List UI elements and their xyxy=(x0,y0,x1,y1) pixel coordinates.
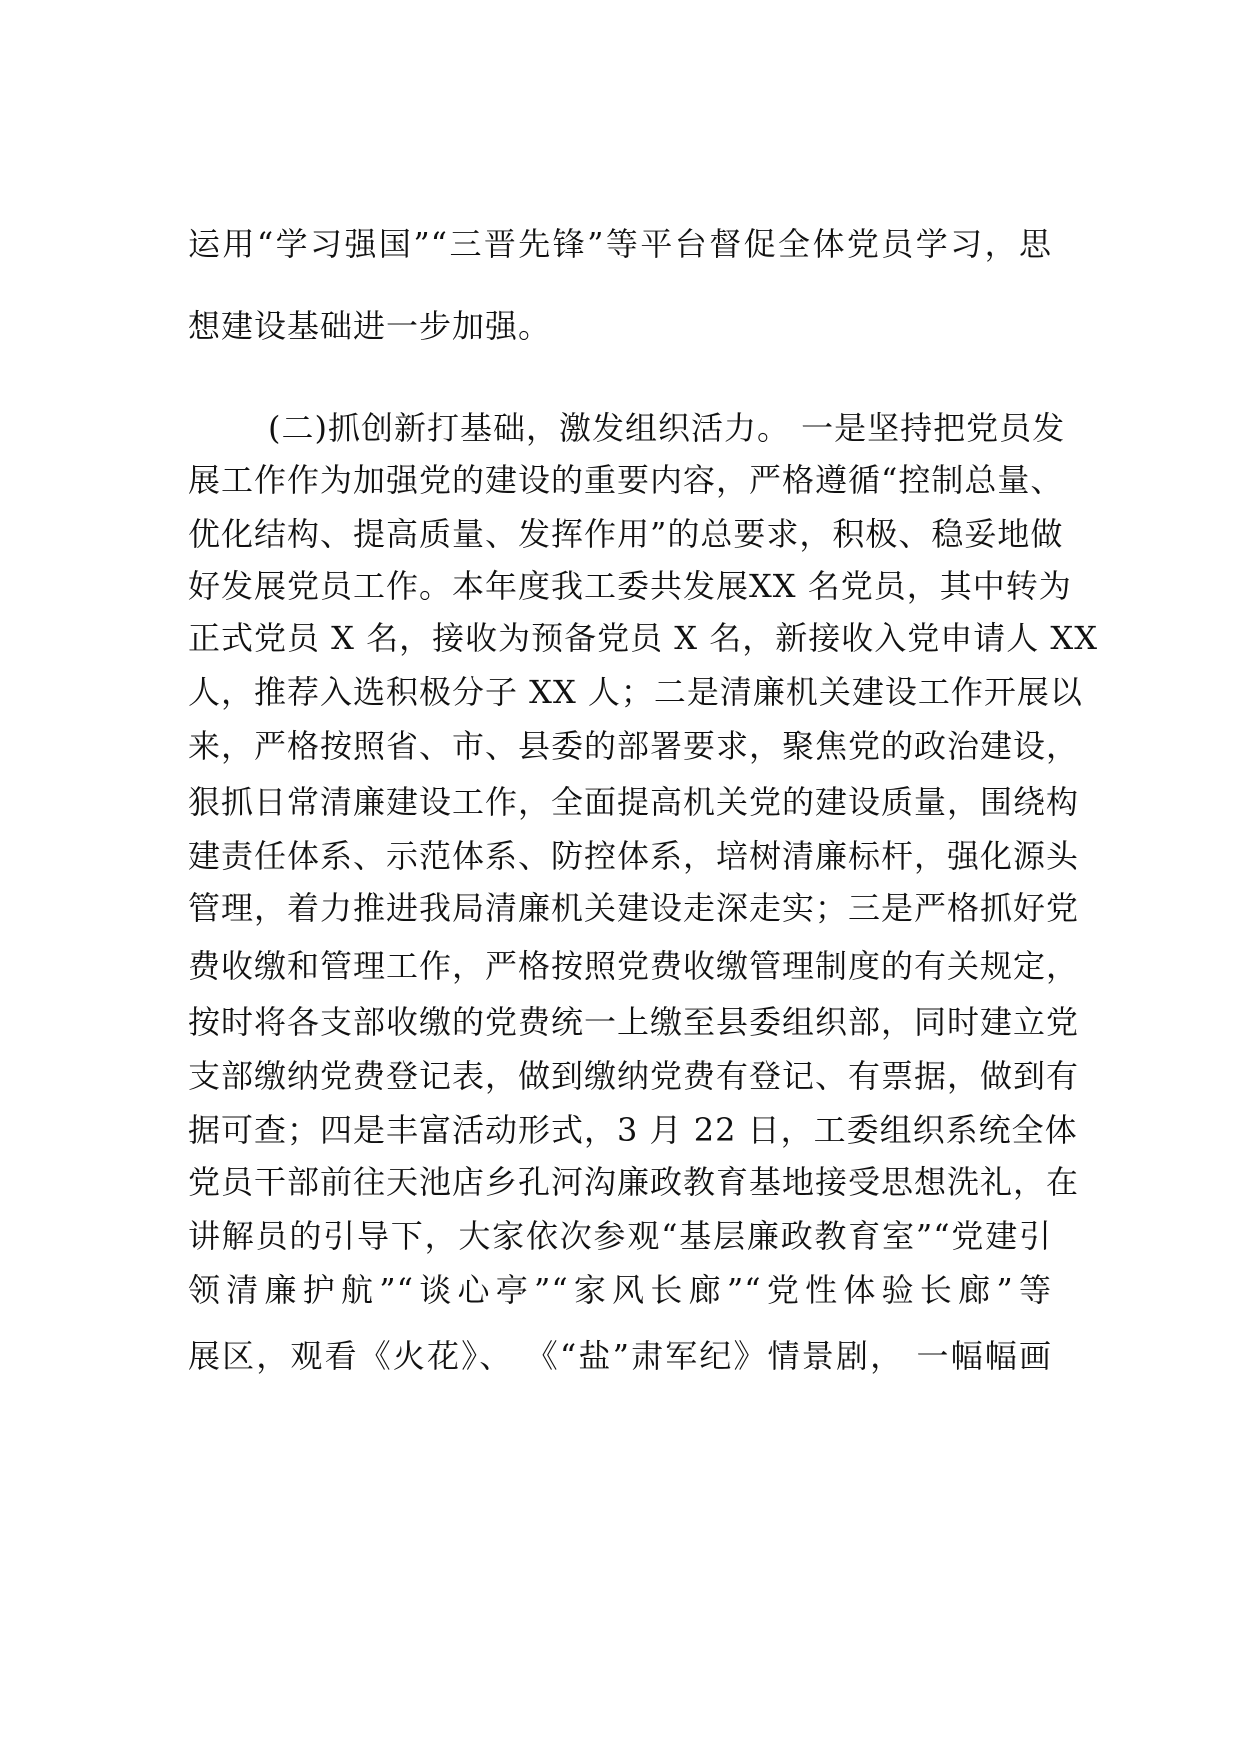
paragraph-line-8: 人，推荐入选积极分子 XX 人；二是清廉机关建设工作开展以 xyxy=(188,673,1083,711)
paragraph-line-17: 党员干部前往天池店乡孔河沟廉政教育基地接受思想洗礼，在 xyxy=(188,1163,1080,1201)
paragraph-line-6: 好发展党员工作。本年度我工委共发展XX 名党员，其中转为 xyxy=(188,567,1072,605)
paragraph-line-4: 展工作作为加强党的建设的重要内容，严格遵循“控制总量、 xyxy=(188,461,1064,499)
paragraph-line-13: 费收缴和管理工作，严格按照党费收缴管理制度的有关规定， xyxy=(188,947,1080,985)
paragraph-line-14: 按时将各支部收缴的党费统一上缴至县委组织部，同时建立党 xyxy=(188,1003,1080,1041)
section-heading-line: (二)抓创新打基础，激发组织活力。 一是坚持把党员发 xyxy=(268,409,1066,447)
paragraph-line-12: 管理，着力推进我局清廉机关建设走深走实；三是严格抓好党 xyxy=(188,889,1080,927)
paragraph-line-15: 支部缴纳党费登记表，做到缴纳党费有登记、有票据，做到有 xyxy=(188,1057,1080,1095)
paragraph-line-18: 讲解员的引导下，大家依次参观“基层廉政教育室”“党建引 xyxy=(188,1217,1052,1255)
paragraph-line-10: 狠抓日常清廉建设工作，全面提高机关党的建设质量，围绕构 xyxy=(188,783,1080,821)
paragraph-line-1: 运用“学习强国”“三晋先锋”等平台督促全体党员学习，思 xyxy=(188,225,1052,263)
paragraph-line-16: 据可查；四是丰富活动形式，3 月 22 日，工委组织系统全体 xyxy=(188,1111,1078,1149)
paragraph-line-11: 建责任体系、示范体系、防控体系，培树清廉标杆，强化源头 xyxy=(188,837,1080,875)
paragraph-line-2: 想建设基础进一步加强。 xyxy=(188,307,552,345)
paragraph-line-7: 正式党员 X 名，接收为预备党员 X 名，新接收入党申请人 XX xyxy=(188,619,1098,657)
paragraph-line-19: 领清廉护航”“谈心亭”“家风长廊”“党性体验长廊”等 xyxy=(188,1271,1052,1309)
paragraph-line-9: 来，严格按照省、市、县委的部署要求，聚焦党的政治建设， xyxy=(188,727,1080,765)
paragraph-line-5: 优化结构、提高质量、发挥作用”的总要求，积极、稳妥地做 xyxy=(188,515,1064,553)
paragraph-line-20: 展区，观看《火花》、 《“盐”肃军纪》情景剧， 一幅幅画 xyxy=(188,1337,1052,1375)
